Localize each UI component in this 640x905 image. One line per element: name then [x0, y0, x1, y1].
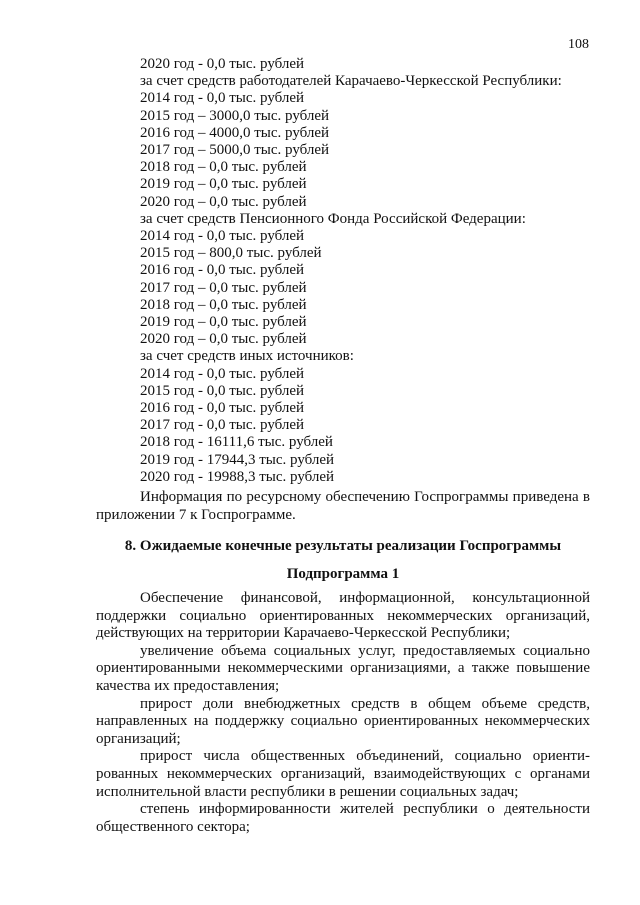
funding-line: 2017 год – 5000,0 тыс. рублей — [140, 142, 330, 159]
funding-source-other: за счет средств иных источников: — [140, 348, 354, 365]
section-heading: 8. Ожидаемые конечные результаты реализации Госпрограммы — [124, 538, 562, 554]
subprogram-heading: Подпрограмма 1 — [286, 566, 400, 582]
funding-line: 2020 год – 0,0 тыс. рублей — [140, 331, 307, 348]
funding-line: 2015 год - 0,0 тыс. рублей — [140, 382, 305, 399]
funding-line: 2018 год - 16111,6 тыс. рублей — [140, 434, 333, 451]
result-paragraph: прирост числа общественных объединений, социально ориенти-рованных некоммерческих организаций, взаимодействующих с органами исполнительной власти республики в решении социальных задач; — [96, 748, 590, 800]
result-paragraph: прирост доли внебюджетных средств в общем объеме средств, направленных на поддержку социально ориентированных некоммерческих организаций; — [96, 695, 590, 747]
funding-line: 2016 год - 0,0 тыс. рублей — [140, 400, 305, 417]
funding-source-pension-fund: за счет средств Пенсионного Фонда Российской Федерации: — [140, 210, 526, 227]
funding-line: 2019 год - 17944,3 тыс. рублей — [140, 451, 335, 468]
funding-source-employers: за счет средств работодателей Карачаево-Черкесской Республики: — [140, 73, 562, 90]
funding-line: 2016 год - 0,0 тыс. рублей — [140, 262, 305, 279]
result-paragraph: увеличение объема социальных услуг, предоставляемых социально ориентированными некоммерческими организациями, а также повышение качества их предоставления; — [96, 642, 590, 694]
result-paragraph: Обеспечение финансовой, информационной, консультационной поддержки социально ориентированных некоммерческих организаций, действующих на территории Карачаево-Черкесской Республики; — [96, 590, 590, 642]
funding-list — [140, 56, 600, 486]
funding-line: 2014 год - 0,0 тыс. рублей — [140, 90, 305, 107]
page-number: 108 — [568, 37, 589, 52]
funding-line: 2020 год – 0,0 тыс. рублей — [140, 193, 307, 210]
funding-line: 2017 год – 0,0 тыс. рублей — [140, 279, 307, 296]
funding-line: 2018 год – 0,0 тыс. рублей — [140, 296, 307, 313]
funding-line: 2020 год - 19988,3 тыс. рублей — [140, 468, 335, 485]
funding-line: 2015 год – 800,0 тыс. рублей — [140, 245, 322, 262]
funding-line: 2014 год - 0,0 тыс. рублей — [140, 228, 305, 245]
expected-results — [96, 590, 590, 836]
result-paragraph: степень информированности жителей республики о деятельности общественного сектора; — [96, 801, 590, 835]
funding-line: 2017 год - 0,0 тыс. рублей — [140, 417, 305, 434]
resource-info-paragraph: Информация по ресурсному обеспечению Госпрограммы приведена в приложении 7 к Госпрограмме. — [96, 489, 590, 523]
funding-line: 2018 год – 0,0 тыс. рублей — [140, 159, 307, 176]
funding-line: 2019 год – 0,0 тыс. рублей — [140, 176, 307, 193]
funding-line: 2016 год – 4000,0 тыс. рублей — [140, 124, 330, 141]
funding-line: 2019 год – 0,0 тыс. рублей — [140, 314, 307, 331]
funding-line: 2020 год - 0,0 тыс. рублей — [140, 56, 305, 72]
funding-line: 2014 год - 0,0 тыс. рублей — [140, 365, 305, 382]
funding-line: 2015 год – 3000,0 тыс. рублей — [140, 107, 330, 124]
